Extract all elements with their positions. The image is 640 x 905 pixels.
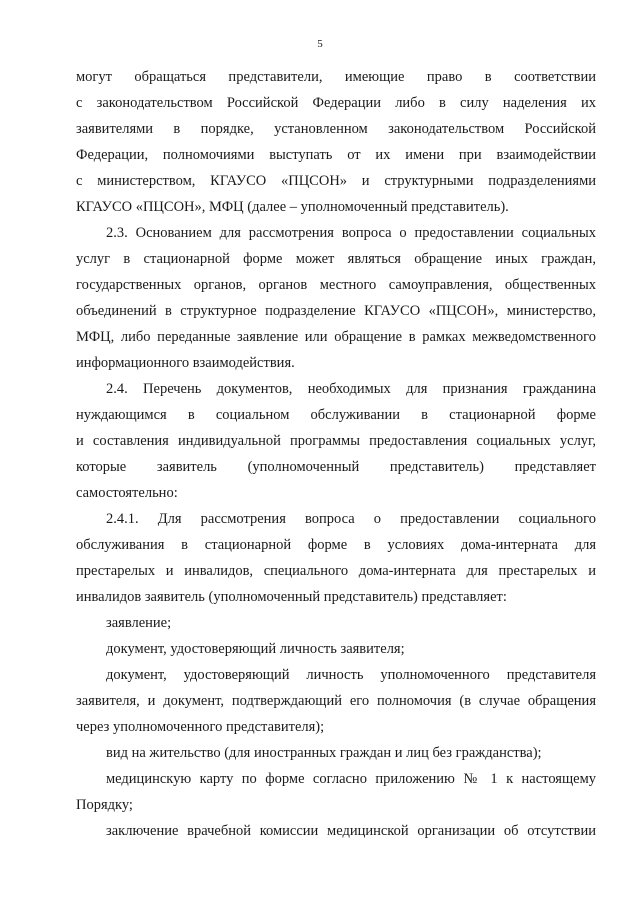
text-line: заявителями в порядке, установленном законодательством Российской <box>76 121 596 137</box>
text-line: нуждающимся в социальном обслуживании в стационарной форме <box>76 407 596 423</box>
text-line: 2.3. Основанием для рассмотрения вопроса о предоставлении социальных <box>106 225 596 241</box>
page-number: 5 <box>317 38 323 50</box>
text-line: заявителя, и документ, подтверждающий его полномочия (в случае обращения <box>76 693 596 709</box>
text-line: и составления индивидуальной программы предоставления социальных услуг, <box>76 433 596 449</box>
text-line: услуг в стационарной форме может являться обращение иных граждан, <box>76 251 596 267</box>
text-line: заявление; <box>106 615 172 631</box>
text-line: инвалидов заявитель (уполномоченный представитель) представляет: <box>76 589 507 605</box>
text-line: с законодательством Российской Федерации либо в силу наделения их <box>76 95 596 111</box>
text-line: Федерации, полномочиями выступать от их имени при взаимодействии <box>76 147 596 163</box>
text-line: через уполномоченного представителя); <box>76 719 325 735</box>
document-body <box>76 64 596 844</box>
text-line: информационного взаимодействия. <box>76 355 295 371</box>
text-line: документ, удостоверяющий личность уполномоченного представителя <box>106 667 596 683</box>
text-line: вид на жительство (для иностранных граждан и лиц без гражданства); <box>106 745 542 761</box>
text-line: документ, удостоверяющий личность заявителя; <box>106 641 405 657</box>
text-line: заключение врачебной комиссии медицинской организации об отсутствии <box>106 823 596 839</box>
text-line: 2.4.1. Для рассмотрения вопроса о предоставлении социального <box>106 511 596 527</box>
text-line: с министерством, КГАУСО «ПЦСОН» и структурными подразделениями <box>76 173 596 189</box>
text-line: объединений в структурное подразделение КГАУСО «ПЦСОН», министерство, <box>76 303 596 319</box>
text-line: 2.4. Перечень документов, необходимых для признания гражданина <box>106 381 596 397</box>
text-line: престарелых и инвалидов, специального дома-интерната для престарелых и <box>76 563 596 579</box>
text-line: МФЦ, либо переданные заявление или обращение в рамках межведомственного <box>76 329 596 345</box>
text-line: самостоятельно: <box>76 485 178 501</box>
text-line: Порядку; <box>76 797 133 813</box>
text-line: государственных органов, органов местного самоуправления, общественных <box>76 277 596 293</box>
text-line: медицинскую карту по форме согласно приложению № 1 к настоящему <box>106 771 596 787</box>
text-line: могут обращаться представители, имеющие право в соответствии <box>76 69 596 85</box>
text-line: обслуживания в стационарной форме в условиях дома-интерната для <box>76 537 596 553</box>
text-line: которые заявитель (уполномоченный представитель) представляет <box>76 459 596 475</box>
text-line: КГАУСО «ПЦСОН», МФЦ (далее – уполномоченный представитель). <box>76 199 509 215</box>
